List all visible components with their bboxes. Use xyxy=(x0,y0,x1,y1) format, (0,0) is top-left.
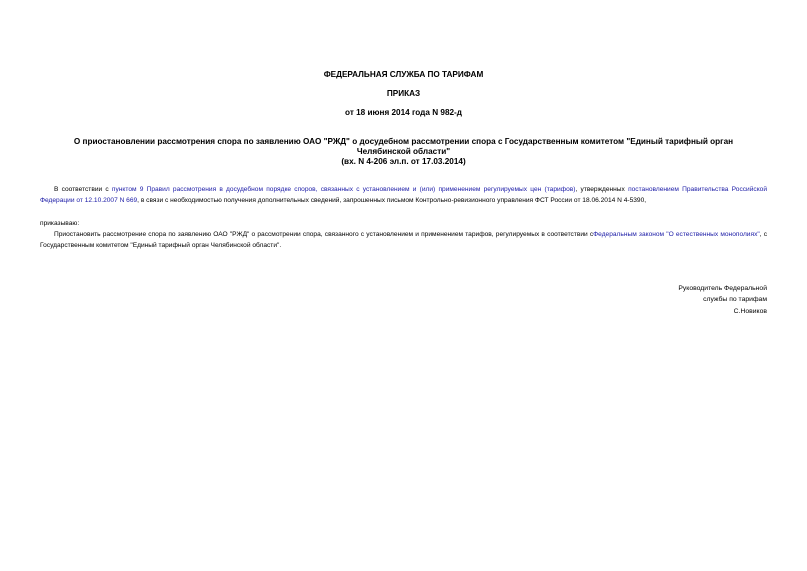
paragraph-basis-text-1: В соответствии с xyxy=(54,186,112,193)
title-line-2: Челябинской области" xyxy=(356,147,451,156)
paragraph-order xyxy=(40,230,767,251)
document-title xyxy=(40,137,767,167)
signature-block xyxy=(678,283,767,317)
order-word: приказываю: xyxy=(40,220,80,227)
link-rules-clause-9[interactable]: пунктом 9 Правил рассмотрения в досудебном порядке споров, связанных с установлением и (или) применением регулируемых цен (тарифов) xyxy=(111,186,576,193)
paragraph-basis-text-2: , утвержденных xyxy=(575,186,629,193)
link-federal-law-monopolies[interactable]: Федеральным законом "О естественных монополиях" xyxy=(593,231,760,238)
document-type: ПРИКАЗ xyxy=(386,89,421,98)
signature-position-line-2: службы по тарифам xyxy=(703,296,767,304)
paragraph-basis-text-3: , в связи с необходимостью получения дополнительных сведений, запрошенных письмом Контрольно-ревизионного управления ФСТ России от 18.06.2014 N 4-5390, xyxy=(137,196,647,204)
signature-name: С.Новиков xyxy=(733,307,767,315)
agency-name: ФЕДЕРАЛЬНАЯ СЛУЖБА ПО ТАРИФАМ xyxy=(323,70,484,79)
paragraph-order-text-2: , с Государственным комитетом "Единый тарифный орган Челябинской области". xyxy=(40,231,767,249)
title-line-1: О приостановлении рассмотрения спора по заявлению ОАО "РЖД" о досудебном рассмотрении спора с Государственным комитетом "Единый тарифный орган xyxy=(73,137,734,146)
document-date-number: от 18 июня 2014 года N 982-д xyxy=(345,108,462,117)
link-government-decree[interactable]: постановлением Правительства Российской Федерации от 12.10.2007 N 669 xyxy=(40,186,768,204)
title-line-3: (вх. N 4-206 эл.п. от 17.03.2014) xyxy=(341,157,466,166)
paragraph-order-text-1: Приостановить рассмотрение спора по заявлению ОАО "РЖД" о рассмотрении спора, связанного с установлением и применением тарифов, регулируемых в соответствии с xyxy=(54,231,594,238)
paragraph-basis xyxy=(40,185,767,206)
signature-position-line-1: Руководитель Федеральной xyxy=(678,285,767,292)
